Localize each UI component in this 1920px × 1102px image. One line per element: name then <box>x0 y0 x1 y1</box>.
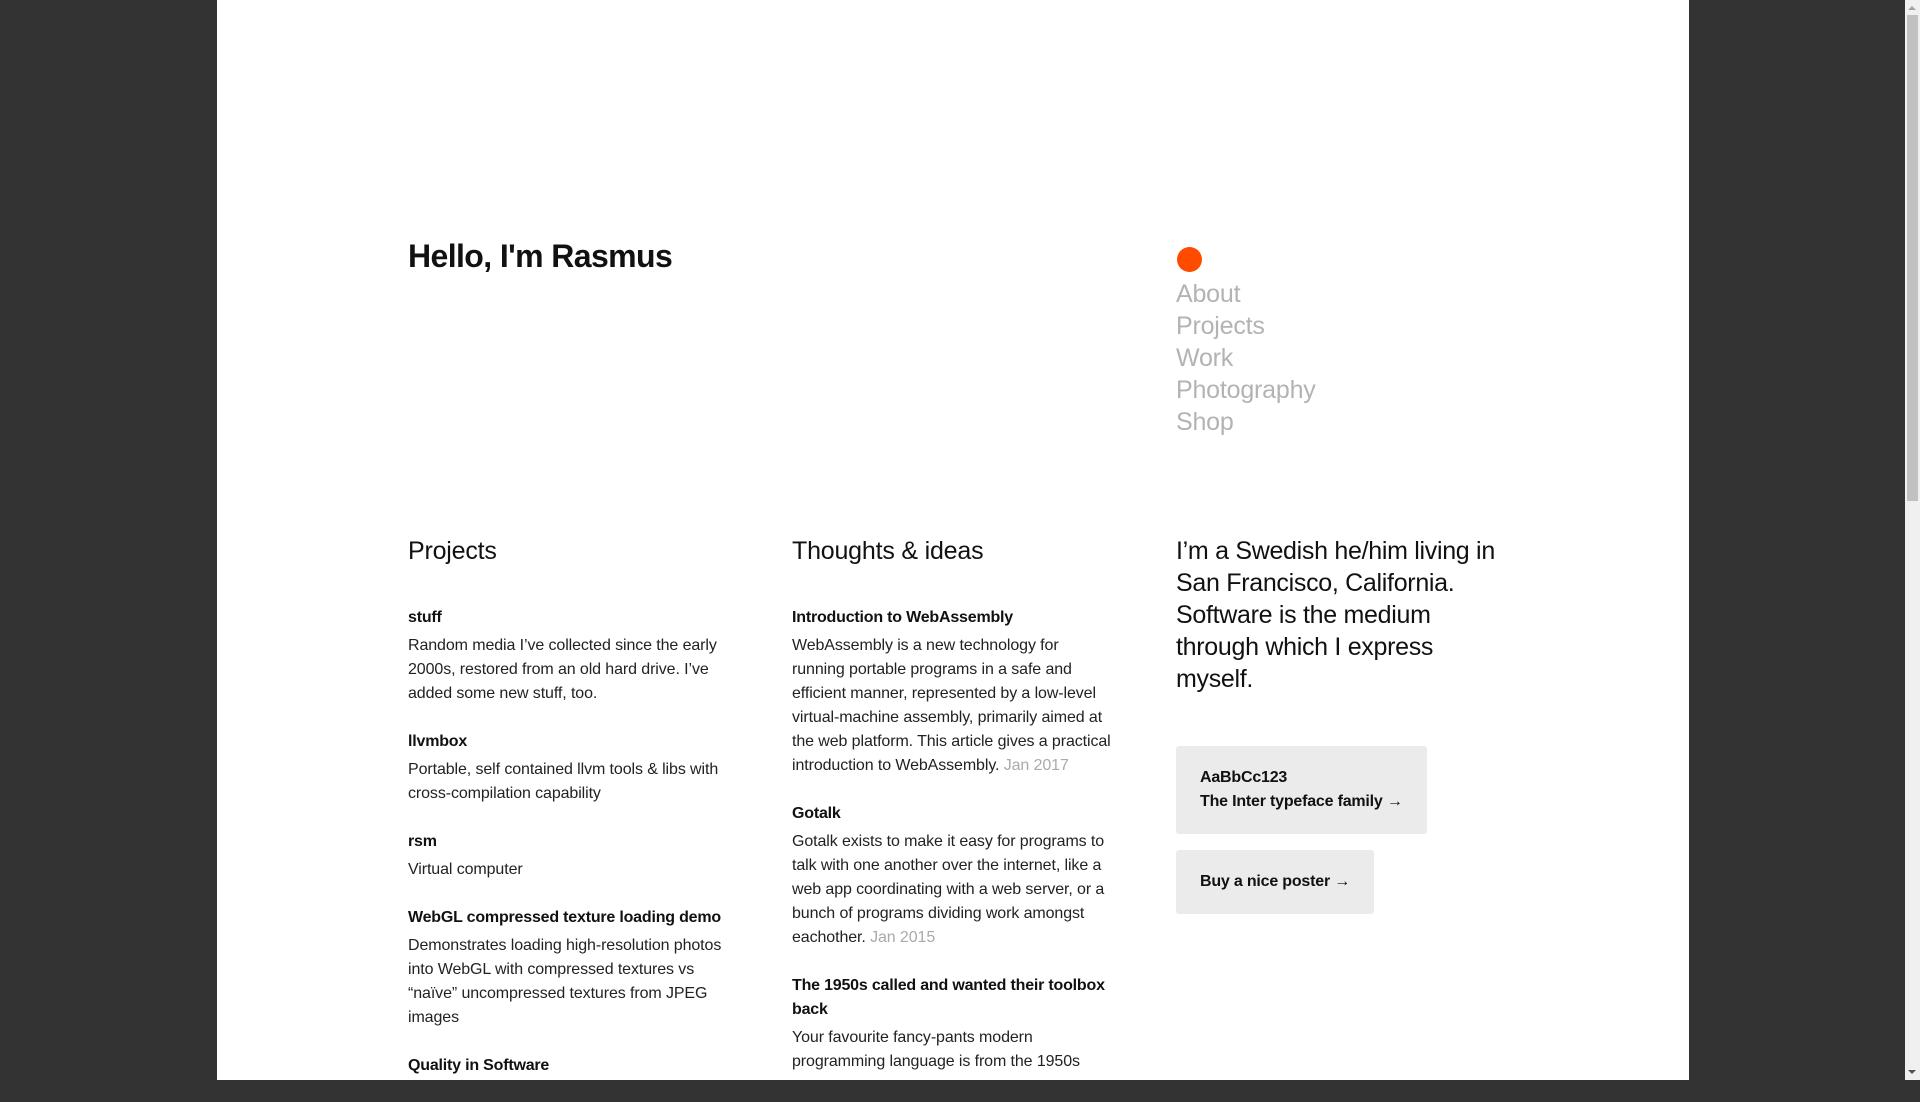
project-item[interactable] <box>408 906 730 1030</box>
nav-item-shop[interactable]: Shop <box>1176 408 1234 436</box>
page <box>217 0 1689 1080</box>
article-title[interactable]: Introduction to WebAssembly <box>792 609 1013 626</box>
article-title[interactable]: Gotalk <box>792 805 841 822</box>
article-item[interactable] <box>792 606 1114 778</box>
nav-item-photography[interactable]: Photography <box>1176 376 1316 404</box>
article-desc-text: Gotalk exists to make it easy for programs to talk with one another over the internet, like a web app coordinating with a web server, or a bunch of programs dividing work amongst eachother. <box>792 833 1105 946</box>
thoughts-section <box>792 535 1114 1098</box>
article-item[interactable] <box>792 802 1114 950</box>
thoughts-heading: Thoughts & ideas <box>792 537 984 565</box>
nav-item-work[interactable]: Work <box>1176 344 1234 372</box>
project-title[interactable]: llvmbox <box>408 733 468 750</box>
projects-heading[interactable]: Projects <box>408 537 497 565</box>
project-item[interactable] <box>408 1054 730 1078</box>
article-title[interactable]: The 1950s called and wanted their toolbox back <box>792 977 1105 1018</box>
project-desc: Demonstrates loading high-resolution photos into WebGL with compressed textures vs “naïve” uncompressed textures from JPEG images <box>408 937 722 1026</box>
nav-item-about[interactable]: About <box>1176 280 1241 308</box>
article-desc: Your favourite fancy-pants modern programming language is from the 1950s <box>792 1029 1080 1070</box>
vertical-scrollbar[interactable] <box>1905 0 1920 1080</box>
buy-poster-button[interactable]: Buy a nice poster → <box>1176 850 1374 914</box>
project-item[interactable] <box>408 606 730 706</box>
logo-dot-icon[interactable] <box>1177 247 1202 272</box>
article-desc <box>792 830 1114 950</box>
page-title: Hello, I'm Rasmus <box>408 238 673 274</box>
scroll-down-arrow-icon[interactable] <box>1908 1070 1916 1074</box>
article-date: Jan 2015 <box>870 929 936 946</box>
article-desc-text: WebAssembly is a new technology for running portable programs in a safe and efficient manner, represented by a low-level virtual-machine assembly, primarily aimed at the web platform. This article gives a practical introduction to WebAssembly. <box>792 637 1111 774</box>
scroll-thumb[interactable] <box>1907 15 1918 501</box>
article-desc <box>792 634 1114 778</box>
inter-typeface-link[interactable] <box>1176 746 1427 834</box>
inter-link-label: The Inter typeface family → <box>1200 793 1403 810</box>
main-nav <box>1176 247 1316 438</box>
about-intro: I’m a Swedish he/him living in San Francisco, California. Software is the medium through which I express myself. <box>1176 537 1495 693</box>
projects-section <box>408 535 730 1102</box>
project-title[interactable]: Quality in Software <box>408 1057 550 1074</box>
project-item[interactable] <box>408 730 730 806</box>
project-title[interactable]: rsm <box>408 833 437 850</box>
project-title[interactable]: WebGL compressed texture loading demo <box>408 909 721 926</box>
article-item[interactable] <box>792 974 1114 1074</box>
project-desc: Portable, self contained llvm tools & libs with cross-compilation capability <box>408 761 719 802</box>
nav-item-projects[interactable]: Projects <box>1176 312 1265 340</box>
scroll-up-arrow-icon[interactable] <box>1908 6 1916 10</box>
project-title[interactable]: stuff <box>408 609 442 626</box>
project-desc: Virtual computer <box>408 861 523 878</box>
about-section <box>1176 535 1506 930</box>
article-date: Jan 2017 <box>1003 757 1069 774</box>
project-item[interactable] <box>408 830 730 882</box>
project-desc: Random media I’ve collected since the early 2000s, restored from an old hard drive. I’ve added some new stuff, too. <box>408 637 717 702</box>
inter-sample-text: AaBbCc123 <box>1200 769 1288 786</box>
